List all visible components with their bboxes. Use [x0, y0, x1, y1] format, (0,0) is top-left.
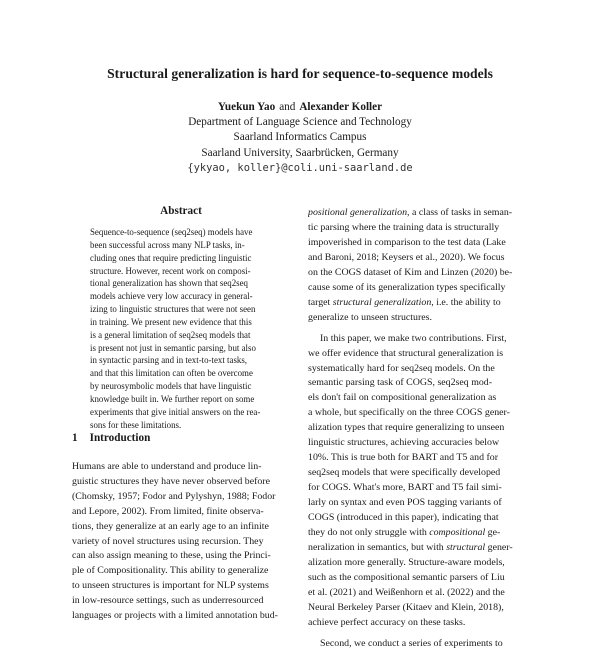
- text-line: linguistic structures, achieving accuracies below: [308, 437, 500, 449]
- author-email: {ykyao, koller}@coli.uni-saarland.de: [187, 161, 413, 174]
- text-line: seq2seq models that were specifically developed: [308, 467, 501, 479]
- text-fragment: , a class of tasks in seman-: [407, 207, 513, 218]
- text-line: can also assign meaning to these, using the Princi-: [72, 550, 271, 562]
- text-fragment: , i.e. the ability to: [431, 296, 501, 308]
- text-line: larly on syntax and even POS tagging variants of: [308, 497, 502, 509]
- text-line: in syntactic parsing and in text-to-text tasks,: [90, 355, 248, 366]
- text-line: variety of novel structures using recursion. They: [72, 535, 264, 547]
- section-number: 1: [72, 432, 78, 444]
- text-line: COGS (introduced in this paper), indicating that: [308, 512, 499, 524]
- text-line: models achieve very low accuracy in general-: [90, 291, 253, 302]
- text-line: [308, 526, 532, 541]
- text-line: systematically hard for seq2seq models. On the: [308, 362, 495, 374]
- text-line: ple of Compositionality. This ability to generalize: [72, 565, 269, 577]
- text-fragment: target: [308, 296, 333, 308]
- affiliation-line: Saarland Informatics Campus: [233, 131, 367, 144]
- text-line: Second, we conduct a series of experiments to: [320, 637, 503, 649]
- text-line: and Lepore, 2002). From limited, finite observa-: [72, 505, 264, 517]
- paragraph-lines: [308, 332, 532, 526]
- text-line: on the COGS dataset of Kim and Linzen (2020) be-: [308, 266, 513, 278]
- text-line: such as the compositional semantic parsers of Liu: [308, 571, 505, 583]
- text-line: for COGS. What's more, BART and T5 fail simi-: [308, 482, 502, 494]
- text-line: structure. However, recent work on composi-: [90, 265, 251, 276]
- text-line: et al. (2021) and Weißenhorn et al. (2022) and the: [308, 586, 505, 598]
- text-line: semantic parsing task of COGS, seq2seq mod-: [308, 377, 493, 389]
- text-line: generalize to unseen structures.: [308, 311, 432, 323]
- right-column: [308, 206, 532, 652]
- text-line: izing to linguistic structures that were not seen: [90, 304, 256, 315]
- text-line: we offer evidence that structural generalization is: [308, 347, 504, 359]
- text-line: 10%. This is true both for BART and T5 and for: [308, 452, 499, 464]
- text-line: guistic structures they have never observed before: [72, 475, 270, 487]
- emphasis: positional generalization: [308, 207, 408, 218]
- text-line: by neurosymbolic models that have linguistic: [90, 381, 252, 392]
- text-line: and that this limitation can often be overcome: [90, 368, 253, 379]
- text-line: knowledge built in. We further report on some: [90, 393, 255, 404]
- text-fragment: neralization in semantics, but with: [308, 541, 447, 553]
- intro-left-column: [72, 460, 296, 624]
- text-line: in training. We present new evidence that this: [90, 316, 252, 327]
- text-fragment: gener-: [485, 541, 513, 553]
- text-line: a whole, but specifically on the three COGS gener-: [308, 407, 510, 419]
- text-line: experiments that give initial answers on the rea-: [90, 406, 261, 417]
- abstract-body: [90, 226, 274, 432]
- text-line: impoverished in comparison to the test data (Lake: [308, 236, 506, 248]
- section-title: Introduction: [89, 432, 151, 444]
- abstract-heading: Abstract: [160, 205, 202, 217]
- text-fragment: they do not only struggle with: [308, 527, 430, 539]
- text-line: is a general limitation of seq2seq models that: [90, 329, 251, 340]
- text-line: cluding ones that require predicting linguistic: [90, 252, 252, 263]
- paper-title: Structural generalization is hard for sequence-to-sequence models: [107, 66, 493, 81]
- text-line: to unseen structures is important for NLP systems: [72, 580, 269, 592]
- section-heading: [72, 432, 150, 444]
- text-line: achieve perfect accuracy on these tasks.: [308, 616, 466, 628]
- author-conjunction: and: [279, 101, 296, 113]
- text-line: tic parsing where the training data is structurally: [308, 221, 500, 233]
- author-names: [0, 100, 600, 115]
- text-line: alization types that require generalizing to unseen: [308, 422, 505, 434]
- author-name: Alexander Koller: [299, 101, 383, 113]
- text-line: Humans are able to understand and produce lin-: [72, 461, 262, 472]
- text-line: Sequence-to-sequence (seq2seq) models have: [90, 227, 253, 237]
- emphasis: compositional: [429, 527, 486, 539]
- text-line: and Baroni, 2018; Keysers et al., 2020). We focus: [308, 251, 505, 263]
- text-line: In this paper, we make two contributions. First,: [320, 332, 507, 344]
- emphasis: structural generalization: [332, 296, 432, 308]
- text-line: [308, 206, 532, 221]
- text-line: languages or projects with a limited annotation bud-: [72, 610, 278, 622]
- text-line: alization more generally. Structure-aware models,: [308, 556, 505, 568]
- text-line: cause some of its generalization types specifically: [308, 281, 506, 293]
- emphasis: structural: [446, 541, 486, 553]
- author-block: [0, 100, 600, 176]
- affiliation-line: Saarland University, Saarbrücken, Germany: [201, 146, 399, 159]
- text-line: [308, 541, 532, 556]
- author-name: Yuekun Yao: [217, 101, 276, 113]
- text-line: (Chomsky, 1957; Fodor and Pylyshyn, 1988; Fodor: [72, 490, 276, 502]
- paragraph-lines: [308, 221, 532, 296]
- text-line: is present not just in semantic parsing, but also: [90, 342, 256, 353]
- text-line: been successful across many NLP tasks, in-: [90, 239, 245, 250]
- affiliation-line: Department of Language Science and Technology: [188, 116, 412, 129]
- text-line: tional generalization has shown that seq2seq: [90, 278, 248, 289]
- text-line: sons for these limitations.: [90, 419, 182, 430]
- text-line: tions, they generalize at an early age to an infinite: [72, 520, 269, 532]
- text-line: els don't fail on compositional generalization as: [308, 392, 497, 404]
- paragraph-lines: [308, 556, 532, 631]
- text-line: Neural Berkeley Parser (Kitaev and Klein, 2018),: [308, 601, 504, 613]
- text-fragment: ge-: [485, 527, 501, 539]
- text-line: [308, 296, 532, 311]
- text-line: in low-resource settings, such as underresourced: [72, 595, 264, 607]
